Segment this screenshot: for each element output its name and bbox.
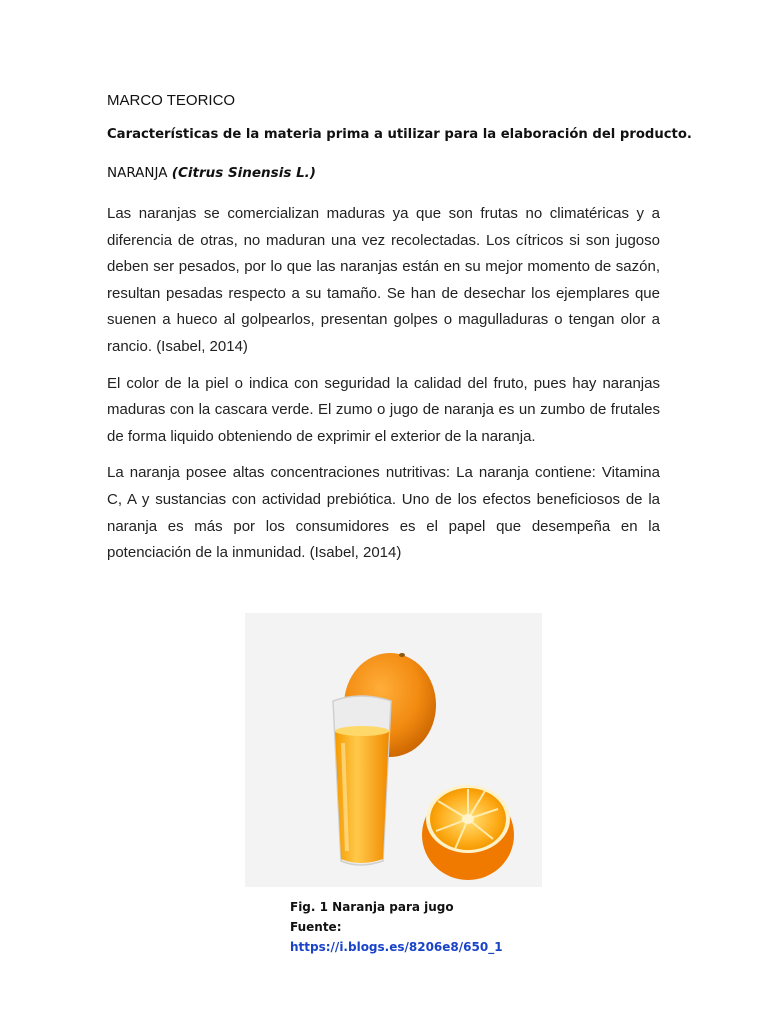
section-heading: MARCO TEORICO	[107, 92, 236, 109]
species-name: NARANJA	[107, 165, 172, 181]
caption-source-link[interactable]: https://i.blogs.es/8206e8/650_1	[290, 940, 503, 954]
orange-juice-illustration	[245, 613, 542, 887]
caption-source-label: Fuente:	[290, 920, 342, 934]
orange-juice-photo	[245, 613, 542, 887]
caption-title: Fig. 1 Naranja para jugo	[290, 900, 454, 914]
section-subheading: Características de la materia prima a utilizar para la elaboración del producto.	[107, 127, 692, 142]
document-body	[107, 88, 692, 567]
species-title	[107, 162, 660, 184]
paragraph-3: La naranja posee altas concentraciones nutritivas: La naranja contiene: Vitamina C, A y sustancias con actividad prebiótica. Uno de los efectos beneficiosos de la naranja es más por los consumidores es el papel que desempeña en la potenciación de la inmunidad. (Isabel, 2014)	[107, 464, 660, 562]
species-scientific-name: (Citrus Sinensis L.)	[171, 165, 316, 181]
paragraph-2: El color de la piel o indica con seguridad la calidad del fruto, pues hay naranjas maduras con la cascara verde. El zumo o jugo de naranja es un zumbo de frutales de forma liquido obteniendo de exprimir el exterior de la naranja.	[107, 374, 660, 445]
paragraph-1: Las naranjas se comercializan maduras ya que son frutas no climatéricas y a diferencia de otras, no maduran una vez recolectadas. Los cítricos si son jugoso deben ser pesados, por lo que las naranjas están en su mejor momento de sazón, resultan pesadas respecto a su tamaño. Se han de desechar los ejemplares que suenen a hueco al golpearlos, presentan golpes o magulladuras o tengan olor a rancio. (Isabel, 2014)	[107, 205, 660, 355]
figure-caption	[290, 897, 503, 957]
